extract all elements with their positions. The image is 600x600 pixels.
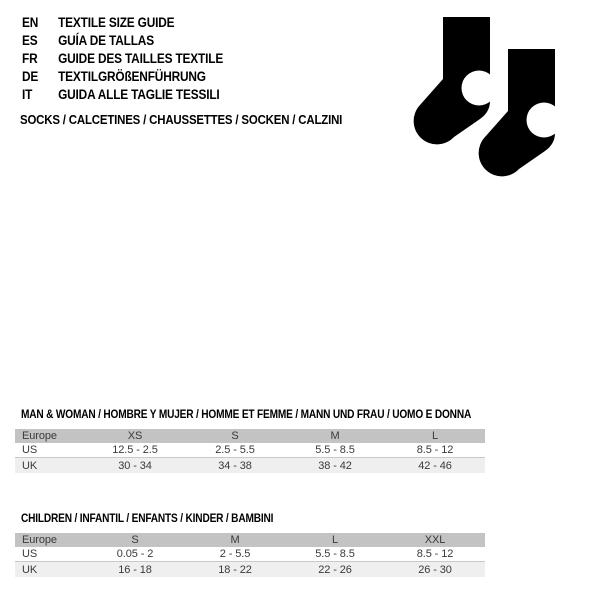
- sock-left-shape: [414, 17, 497, 144]
- language-title: TEXTILE SIZE GUIDE: [58, 14, 175, 30]
- language-code: DE: [22, 68, 39, 84]
- size-value: 38 - 42: [318, 459, 352, 472]
- language-row: [22, 85, 223, 103]
- table-row-us: [15, 547, 485, 562]
- column-header-europe: Europe: [22, 430, 57, 442]
- size-value: 22 - 26: [318, 563, 352, 576]
- language-code: FR: [22, 50, 38, 66]
- size-value: 8.5 - 12: [416, 444, 454, 456]
- column-header-l: L: [331, 534, 339, 546]
- language-title-list: [22, 13, 223, 103]
- size-value: 26 - 30: [418, 563, 452, 576]
- language-title: GUIDA ALLE TAGLIE TESSILI: [58, 86, 220, 102]
- table-row-uk: [15, 458, 485, 473]
- language-code: ES: [22, 32, 38, 48]
- size-value: 2.5 - 5.5: [215, 444, 255, 456]
- table-header-row: [15, 429, 485, 443]
- table-header-row: [15, 533, 485, 547]
- language-row: [22, 13, 223, 31]
- column-header-s: S: [231, 430, 239, 442]
- language-row: [22, 31, 223, 49]
- size-value: 42 - 46: [418, 459, 452, 472]
- column-header-l: L: [431, 430, 439, 442]
- size-value: 0.05 - 2: [116, 548, 154, 560]
- column-header-s: S: [131, 534, 139, 546]
- sock-right-shape: [479, 49, 562, 176]
- table-heading-children: CHILDREN / INFANTIL / ENFANTS / KINDER / BAMBINI: [21, 513, 274, 525]
- row-label: US: [22, 548, 38, 560]
- language-code: EN: [22, 14, 39, 30]
- language-row: [22, 49, 223, 67]
- size-value: 5.5 - 8.5: [315, 444, 355, 456]
- size-value: 16 - 18: [118, 563, 152, 576]
- size-value: 12.5 - 2.5: [112, 444, 158, 456]
- table-row-uk: [15, 562, 485, 577]
- language-row: [22, 67, 223, 85]
- column-header-xs: XS: [127, 430, 143, 442]
- column-header-m: M: [230, 534, 240, 546]
- row-label: US: [22, 444, 38, 456]
- size-value: 2 - 5.5: [219, 548, 251, 560]
- column-header-xxl: XXL: [424, 534, 446, 546]
- column-header-m: M: [330, 430, 340, 442]
- size-value: 34 - 38: [218, 459, 252, 472]
- row-label: UK: [22, 459, 38, 472]
- size-value: 8.5 - 12: [416, 548, 454, 560]
- table-heading-adults: MAN & WOMAN / HOMBRE Y MUJER / HOMME ET FEMME / MANN UND FRAU / UOMO E DONNA: [21, 409, 472, 421]
- socks-icon: [406, 17, 562, 177]
- size-value: 30 - 34: [118, 459, 152, 472]
- size-value: 18 - 22: [218, 563, 252, 576]
- language-code: IT: [22, 86, 33, 102]
- size-table-adults: [15, 429, 485, 473]
- language-title: TEXTILGRÖßENFÜHRUNG: [58, 68, 206, 84]
- category-line: SOCKS / CALCETINES / CHAUSSETTES / SOCKEN / CALZINI: [20, 112, 343, 127]
- row-label: UK: [22, 563, 38, 576]
- language-title: GUIDE DES TAILLES TEXTILE: [58, 50, 224, 66]
- size-table-children: [15, 533, 485, 577]
- size-value: 5.5 - 8.5: [315, 548, 355, 560]
- language-title: GUÍA DE TALLAS: [58, 32, 154, 48]
- table-row-us: [15, 443, 485, 458]
- column-header-europe: Europe: [22, 534, 57, 546]
